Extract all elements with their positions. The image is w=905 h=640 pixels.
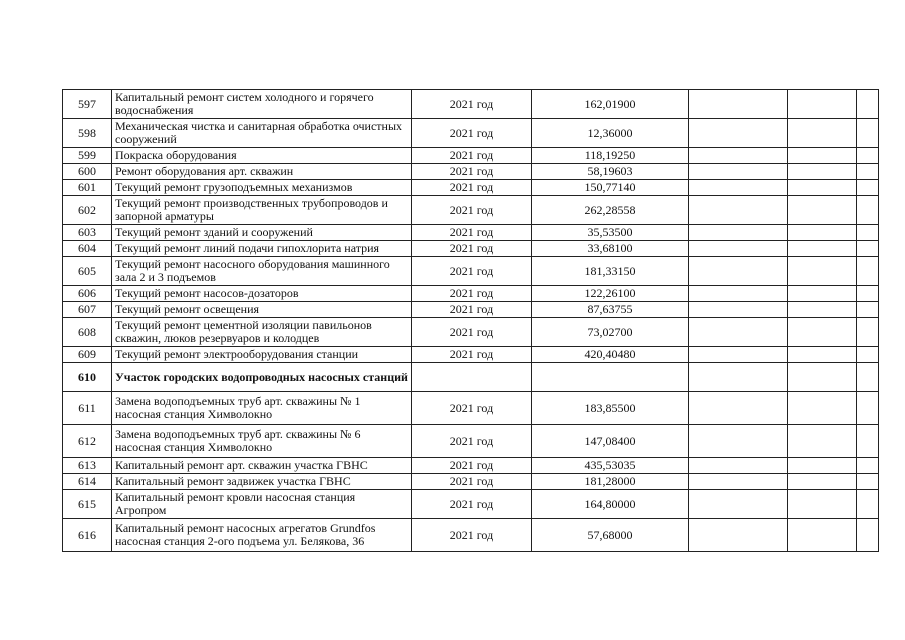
row-value: 262,28558 [532, 196, 689, 225]
row-name: Капитальный ремонт задвижек участка ГВНС [112, 474, 412, 490]
row-empty-cell [689, 425, 788, 458]
row-empty-cell [857, 302, 879, 318]
table-row [63, 458, 879, 474]
table-row [63, 180, 879, 196]
table-row [63, 90, 879, 119]
row-year: 2021 год [412, 119, 532, 148]
row-empty-cell [689, 302, 788, 318]
table-row [63, 318, 879, 347]
table-row [63, 519, 879, 552]
row-name: Текущий ремонт электрооборудования станции [112, 347, 412, 363]
row-name: Текущий ремонт насосного оборудования машинного зала 2 и 3 подъемов [112, 257, 412, 286]
row-year: 2021 год [412, 241, 532, 257]
row-value: 12,36000 [532, 119, 689, 148]
row-empty-cell [788, 458, 857, 474]
table-row [63, 490, 879, 519]
row-value: 164,80000 [532, 490, 689, 519]
row-number: 611 [63, 392, 112, 425]
row-value: 35,53500 [532, 225, 689, 241]
document-sheet [62, 89, 879, 552]
row-year: 2021 год [412, 474, 532, 490]
row-number: 600 [63, 164, 112, 180]
row-empty-cell [689, 119, 788, 148]
row-year: 2021 год [412, 196, 532, 225]
row-year: 2021 год [412, 286, 532, 302]
row-empty-cell [788, 180, 857, 196]
table-row [63, 148, 879, 164]
row-name: Участок городских водопроводных насосных станций [112, 363, 412, 392]
row-year: 2021 год [412, 490, 532, 519]
row-empty-cell [788, 148, 857, 164]
table-row [63, 392, 879, 425]
row-name: Текущий ремонт линий подачи гипохлорита натрия [112, 241, 412, 257]
row-empty-cell [689, 392, 788, 425]
row-year: 2021 год [412, 458, 532, 474]
row-value: 181,33150 [532, 257, 689, 286]
row-number: 612 [63, 425, 112, 458]
row-name: Капитальный ремонт систем холодного и горячего водоснабжения [112, 90, 412, 119]
row-empty-cell [788, 286, 857, 302]
row-empty-cell [689, 363, 788, 392]
row-name: Текущий ремонт зданий и сооружений [112, 225, 412, 241]
row-year: 2021 год [412, 90, 532, 119]
row-year: 2021 год [412, 318, 532, 347]
row-empty-cell [857, 519, 879, 552]
row-value: 147,08400 [532, 425, 689, 458]
row-number: 610 [63, 363, 112, 392]
row-number: 614 [63, 474, 112, 490]
row-year: 2021 год [412, 164, 532, 180]
row-name: Текущий ремонт освещения [112, 302, 412, 318]
row-empty-cell [857, 458, 879, 474]
row-name: Капитальный ремонт арт. скважин участка ГВНС [112, 458, 412, 474]
row-value: 87,63755 [532, 302, 689, 318]
row-number: 602 [63, 196, 112, 225]
table-row [63, 363, 879, 392]
table-row [63, 474, 879, 490]
row-empty-cell [857, 119, 879, 148]
row-empty-cell [857, 474, 879, 490]
row-name: Замена водоподъемных труб арт. скважины № 1 насосная станция Химволокно [112, 392, 412, 425]
row-number: 599 [63, 148, 112, 164]
row-empty-cell [857, 286, 879, 302]
row-value: 33,68100 [532, 241, 689, 257]
row-number: 605 [63, 257, 112, 286]
table-row [63, 225, 879, 241]
row-empty-cell [689, 257, 788, 286]
row-year: 2021 год [412, 347, 532, 363]
row-empty-cell [857, 318, 879, 347]
row-empty-cell [857, 196, 879, 225]
row-empty-cell [689, 519, 788, 552]
row-name: Текущий ремонт цементной изоляции павильонов скважин, люков резервуаров и колодцев [112, 318, 412, 347]
row-name: Текущий ремонт грузоподъемных механизмов [112, 180, 412, 196]
row-empty-cell [689, 490, 788, 519]
row-empty-cell [857, 241, 879, 257]
row-empty-cell [788, 196, 857, 225]
row-empty-cell [857, 257, 879, 286]
row-empty-cell [857, 148, 879, 164]
row-number: 603 [63, 225, 112, 241]
row-empty-cell [857, 363, 879, 392]
row-number: 608 [63, 318, 112, 347]
row-empty-cell [857, 490, 879, 519]
row-empty-cell [788, 318, 857, 347]
row-empty-cell [857, 347, 879, 363]
row-name: Текущий ремонт производственных трубопроводов и запорной арматуры [112, 196, 412, 225]
row-name: Механическая чистка и санитарная обработка очистных сооружений [112, 119, 412, 148]
row-empty-cell [788, 490, 857, 519]
row-number: 598 [63, 119, 112, 148]
row-value: 118,19250 [532, 148, 689, 164]
row-empty-cell [689, 474, 788, 490]
row-value: 162,01900 [532, 90, 689, 119]
row-value: 435,53035 [532, 458, 689, 474]
row-value: 73,02700 [532, 318, 689, 347]
table-row [63, 164, 879, 180]
row-empty-cell [857, 180, 879, 196]
row-empty-cell [689, 286, 788, 302]
row-empty-cell [689, 90, 788, 119]
row-empty-cell [788, 474, 857, 490]
table-body [63, 90, 879, 552]
row-empty-cell [788, 347, 857, 363]
row-name: Текущий ремонт насосов-дозаторов [112, 286, 412, 302]
row-number: 604 [63, 241, 112, 257]
row-empty-cell [689, 241, 788, 257]
row-empty-cell [689, 458, 788, 474]
row-empty-cell [788, 119, 857, 148]
repair-plan-table [62, 89, 879, 552]
row-year: 2021 год [412, 148, 532, 164]
table-row [63, 119, 879, 148]
row-year: 2021 год [412, 425, 532, 458]
row-name: Капитальный ремонт насосных агрегатов Grundfos насосная станция 2-ого подъема ул. Белякова, 36 [112, 519, 412, 552]
row-empty-cell [689, 318, 788, 347]
row-year: 2021 год [412, 519, 532, 552]
row-number: 613 [63, 458, 112, 474]
table-row [63, 425, 879, 458]
row-number: 607 [63, 302, 112, 318]
row-name: Покраска оборудования [112, 148, 412, 164]
table-row [63, 257, 879, 286]
row-value: 57,68000 [532, 519, 689, 552]
row-value: 58,19603 [532, 164, 689, 180]
row-year [412, 363, 532, 392]
row-value: 150,77140 [532, 180, 689, 196]
row-year: 2021 год [412, 257, 532, 286]
row-year: 2021 год [412, 392, 532, 425]
row-year: 2021 год [412, 302, 532, 318]
row-value [532, 363, 689, 392]
table-row [63, 347, 879, 363]
row-empty-cell [857, 225, 879, 241]
row-empty-cell [689, 225, 788, 241]
row-empty-cell [788, 257, 857, 286]
row-year: 2021 год [412, 225, 532, 241]
row-empty-cell [857, 392, 879, 425]
table-row [63, 241, 879, 257]
table-row [63, 286, 879, 302]
row-name: Замена водоподъемных труб арт. скважины № 6 насосная станция Химволокно [112, 425, 412, 458]
row-empty-cell [689, 148, 788, 164]
row-empty-cell [857, 164, 879, 180]
row-empty-cell [788, 241, 857, 257]
table-row [63, 196, 879, 225]
row-name: Ремонт оборудования арт. скважин [112, 164, 412, 180]
row-empty-cell [788, 225, 857, 241]
row-year: 2021 год [412, 180, 532, 196]
row-number: 606 [63, 286, 112, 302]
row-number: 601 [63, 180, 112, 196]
row-number: 609 [63, 347, 112, 363]
row-empty-cell [788, 425, 857, 458]
table-row [63, 302, 879, 318]
row-empty-cell [788, 302, 857, 318]
row-empty-cell [788, 519, 857, 552]
row-empty-cell [689, 164, 788, 180]
row-empty-cell [857, 90, 879, 119]
row-value: 420,40480 [532, 347, 689, 363]
row-value: 181,28000 [532, 474, 689, 490]
row-number: 616 [63, 519, 112, 552]
row-name: Капитальный ремонт кровли насосная станция Агропром [112, 490, 412, 519]
row-empty-cell [857, 425, 879, 458]
row-empty-cell [689, 196, 788, 225]
row-value: 183,85500 [532, 392, 689, 425]
row-number: 615 [63, 490, 112, 519]
row-number: 597 [63, 90, 112, 119]
row-empty-cell [788, 392, 857, 425]
row-value: 122,26100 [532, 286, 689, 302]
row-empty-cell [788, 164, 857, 180]
row-empty-cell [788, 363, 857, 392]
row-empty-cell [689, 180, 788, 196]
row-empty-cell [689, 347, 788, 363]
row-empty-cell [788, 90, 857, 119]
